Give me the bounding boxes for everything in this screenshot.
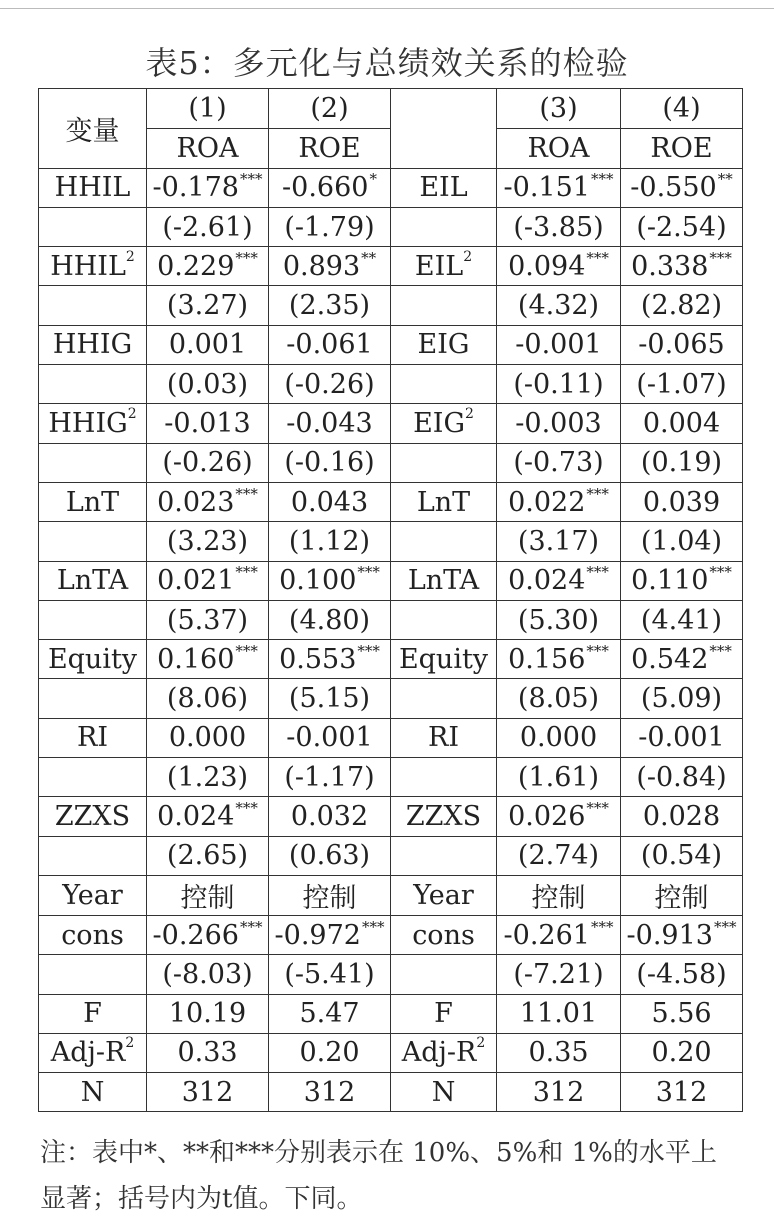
col-num-4: (4) bbox=[621, 89, 743, 129]
left-variable-label bbox=[39, 875, 147, 915]
coef-value: 0.024 bbox=[157, 800, 235, 832]
coef-value: 5.56 bbox=[651, 998, 712, 1030]
coef-value: 312 bbox=[655, 1076, 708, 1108]
significance-stars: *** bbox=[235, 563, 258, 582]
coef-value: 0.094 bbox=[508, 250, 586, 282]
significance-stars: *** bbox=[590, 917, 614, 936]
table-title: 表5：多元化与总绩效关系的检验 bbox=[145, 44, 629, 82]
coef-value: 控制 bbox=[180, 882, 235, 914]
coef-cell bbox=[147, 168, 269, 207]
right-variable-label bbox=[391, 168, 497, 207]
variable-name: HHIG bbox=[52, 329, 133, 361]
coef-row bbox=[39, 875, 743, 915]
t-stat-cell: (0.54) bbox=[621, 836, 743, 875]
coef-cell bbox=[497, 1073, 621, 1112]
coef-cell bbox=[621, 994, 743, 1033]
variable-name: RI bbox=[428, 722, 459, 754]
superscript-power: 2 bbox=[465, 406, 474, 423]
empty-label-cell bbox=[391, 758, 497, 797]
coef-row bbox=[39, 718, 743, 757]
coef-value: 0.20 bbox=[651, 1037, 712, 1069]
variable-name: EIL bbox=[419, 172, 468, 204]
coef-cell bbox=[497, 994, 621, 1033]
coef-cell bbox=[269, 561, 391, 600]
superscript-power: 2 bbox=[127, 406, 137, 423]
right-variable-label bbox=[391, 640, 497, 679]
t-stat-row bbox=[39, 758, 743, 797]
t-stat-cell: (0.19) bbox=[621, 443, 743, 482]
coef-value: 0.100 bbox=[279, 565, 357, 597]
coef-value: 0.026 bbox=[508, 800, 586, 832]
right-variable-label bbox=[391, 482, 497, 521]
empty-label-cell bbox=[39, 522, 147, 561]
coef-value: 0.022 bbox=[508, 486, 586, 518]
left-variable-label bbox=[39, 247, 147, 286]
top-divider bbox=[0, 8, 774, 9]
coef-row bbox=[39, 915, 743, 954]
empty-label-cell bbox=[39, 207, 147, 246]
coef-value: 0.20 bbox=[299, 1037, 360, 1069]
coef-cell bbox=[147, 1033, 269, 1072]
t-stat-cell: (0.03) bbox=[147, 365, 269, 404]
coef-value: -0.178 bbox=[152, 172, 239, 204]
t-stat-cell: (4.41) bbox=[621, 600, 743, 639]
coef-value: 11.01 bbox=[519, 998, 598, 1030]
empty-label-cell bbox=[39, 679, 147, 718]
coef-cell bbox=[147, 561, 269, 600]
coef-value: -0.001 bbox=[286, 722, 373, 754]
coef-cell bbox=[269, 1073, 391, 1112]
coef-cell bbox=[147, 718, 269, 757]
significance-stars: *** bbox=[357, 563, 380, 582]
coef-row bbox=[39, 247, 743, 286]
right-variable-label bbox=[391, 718, 497, 757]
coef-cell bbox=[621, 1033, 743, 1072]
significance-stars: *** bbox=[709, 641, 732, 660]
superscript-power: 2 bbox=[476, 1035, 486, 1052]
col-var-3: ROA bbox=[497, 128, 621, 168]
coef-cell bbox=[497, 718, 621, 757]
table-note: 注：表中*、**和***分别表示在 10%、5%和 1%的水平上显著；括号内为t值。下同。 bbox=[40, 1138, 717, 1214]
coef-value: 0.028 bbox=[642, 800, 721, 832]
t-stat-cell: (4.32) bbox=[497, 286, 621, 325]
right-variable-label bbox=[391, 1033, 497, 1072]
right-variable-label bbox=[391, 1073, 497, 1112]
empty-label-cell bbox=[391, 365, 497, 404]
t-stat-cell: (-3.85) bbox=[497, 207, 621, 246]
t-stat-cell: (-1.79) bbox=[269, 207, 391, 246]
coef-value: 0.032 bbox=[290, 800, 369, 832]
right-variable-label bbox=[391, 915, 497, 954]
coef-value: 0.893 bbox=[282, 250, 361, 282]
coef-cell bbox=[269, 247, 391, 286]
significance-stars: *** bbox=[235, 641, 258, 660]
significance-stars: *** bbox=[586, 563, 609, 582]
t-stat-cell: (-4.58) bbox=[621, 955, 743, 994]
variable-name: ZZXS bbox=[54, 800, 131, 832]
coef-cell bbox=[147, 797, 269, 836]
t-stat-cell: (-0.26) bbox=[147, 443, 269, 482]
empty-label-cell bbox=[39, 443, 147, 482]
left-variable-label bbox=[39, 325, 147, 364]
variable-name: HHIL bbox=[50, 250, 126, 282]
t-stat-row bbox=[39, 207, 743, 246]
variable-name: EIG bbox=[417, 329, 470, 361]
coef-value: 312 bbox=[532, 1076, 585, 1108]
left-variable-label bbox=[39, 718, 147, 757]
t-stat-row bbox=[39, 955, 743, 994]
coef-cell bbox=[269, 404, 391, 443]
empty-label-cell bbox=[391, 836, 497, 875]
superscript-power: 2 bbox=[125, 248, 135, 265]
coef-cell bbox=[497, 915, 621, 954]
coef-value: -0.001 bbox=[515, 329, 602, 361]
coef-row bbox=[39, 168, 743, 207]
coef-cell bbox=[269, 1033, 391, 1072]
coef-cell bbox=[621, 640, 743, 679]
variable-name: LnT bbox=[416, 486, 471, 518]
coef-cell bbox=[269, 640, 391, 679]
right-variable-label bbox=[391, 797, 497, 836]
coef-cell bbox=[269, 797, 391, 836]
t-stat-cell: (-0.11) bbox=[497, 365, 621, 404]
significance-stars: *** bbox=[586, 798, 609, 817]
variable-name: Equity bbox=[398, 643, 489, 675]
significance-stars: ** bbox=[361, 248, 377, 267]
coef-value: 0.33 bbox=[177, 1037, 238, 1069]
significance-stars: *** bbox=[709, 563, 732, 582]
coef-cell bbox=[269, 875, 391, 915]
left-variable-label bbox=[39, 482, 147, 521]
col-var-1: ROA bbox=[147, 128, 269, 168]
t-stat-cell: (5.15) bbox=[269, 679, 391, 718]
variable-name: Year bbox=[62, 879, 123, 911]
t-stat-cell: (-1.07) bbox=[621, 365, 743, 404]
empty-label-cell bbox=[391, 207, 497, 246]
t-stat-row bbox=[39, 443, 743, 482]
coef-value: 0.001 bbox=[168, 329, 247, 361]
variable-name: EIG bbox=[413, 408, 466, 440]
empty-label-cell bbox=[391, 600, 497, 639]
coef-value: 0.156 bbox=[508, 643, 586, 675]
variable-name: F bbox=[434, 998, 453, 1030]
significance-stars: * bbox=[369, 170, 377, 189]
empty-label-cell bbox=[39, 600, 147, 639]
coef-cell bbox=[621, 718, 743, 757]
t-stat-cell: (-7.21) bbox=[497, 955, 621, 994]
empty-label-cell bbox=[39, 286, 147, 325]
variable-name: cons bbox=[412, 919, 475, 951]
variable-name: N bbox=[431, 1076, 456, 1108]
empty-label-cell bbox=[39, 955, 147, 994]
coef-value: -0.266 bbox=[152, 919, 239, 951]
empty-label-cell bbox=[39, 836, 147, 875]
significance-stars: *** bbox=[361, 917, 385, 936]
left-variable-label bbox=[39, 994, 147, 1033]
variable-name: EIL bbox=[414, 250, 464, 282]
coef-cell bbox=[621, 875, 743, 915]
coef-cell bbox=[147, 875, 269, 915]
coef-cell bbox=[621, 1073, 743, 1112]
variable-name: Year bbox=[413, 879, 474, 911]
empty-label-cell bbox=[391, 286, 497, 325]
coef-value: -0.001 bbox=[638, 722, 725, 754]
right-variable-label bbox=[391, 247, 497, 286]
significance-stars: *** bbox=[590, 170, 614, 189]
t-stat-cell: (1.61) bbox=[497, 758, 621, 797]
t-stat-row bbox=[39, 600, 743, 639]
t-stat-row bbox=[39, 286, 743, 325]
col-num-3: (3) bbox=[497, 89, 621, 129]
coef-cell bbox=[621, 915, 743, 954]
right-variable-label bbox=[391, 994, 497, 1033]
coef-cell bbox=[497, 482, 621, 521]
col-var-4: ROE bbox=[621, 128, 743, 168]
variable-name: cons bbox=[61, 919, 124, 951]
coef-cell bbox=[497, 640, 621, 679]
coef-cell bbox=[621, 797, 743, 836]
coef-cell bbox=[621, 247, 743, 286]
coef-row bbox=[39, 640, 743, 679]
coef-value: 控制 bbox=[302, 882, 357, 914]
t-stat-cell: (5.09) bbox=[621, 679, 743, 718]
coef-row bbox=[39, 1033, 743, 1072]
t-stat-row bbox=[39, 522, 743, 561]
coef-cell bbox=[621, 325, 743, 364]
t-stat-cell: (1.12) bbox=[269, 522, 391, 561]
variable-name: N bbox=[80, 1076, 105, 1108]
coef-cell bbox=[497, 168, 621, 207]
t-stat-cell: (-0.73) bbox=[497, 443, 621, 482]
empty-label-cell bbox=[39, 365, 147, 404]
coef-cell bbox=[497, 875, 621, 915]
coef-cell bbox=[147, 325, 269, 364]
empty-label-cell bbox=[391, 955, 497, 994]
coef-row bbox=[39, 1073, 743, 1112]
coef-row bbox=[39, 994, 743, 1033]
coef-value: -0.972 bbox=[274, 919, 361, 951]
variable-name: Adj-R bbox=[401, 1037, 477, 1069]
coef-value: 0.039 bbox=[642, 486, 721, 518]
coef-row bbox=[39, 404, 743, 443]
coef-row bbox=[39, 561, 743, 600]
t-stat-cell: (-8.03) bbox=[147, 955, 269, 994]
t-stat-cell: (2.65) bbox=[147, 836, 269, 875]
coef-cell bbox=[497, 325, 621, 364]
t-stat-cell: (5.37) bbox=[147, 600, 269, 639]
empty-label-cell bbox=[391, 443, 497, 482]
coef-value: -0.043 bbox=[286, 408, 373, 440]
coef-cell bbox=[497, 797, 621, 836]
coef-cell bbox=[147, 915, 269, 954]
right-variable-label bbox=[391, 404, 497, 443]
significance-stars: *** bbox=[239, 917, 263, 936]
coef-value: -0.913 bbox=[626, 919, 713, 951]
t-stat-cell: (0.63) bbox=[269, 836, 391, 875]
header-blank-cell bbox=[391, 89, 497, 169]
significance-stars: *** bbox=[586, 641, 609, 660]
coef-value: -0.261 bbox=[503, 919, 590, 951]
t-stat-cell: (-0.84) bbox=[621, 758, 743, 797]
t-stat-cell: (-1.17) bbox=[269, 758, 391, 797]
right-variable-label bbox=[391, 561, 497, 600]
t-stat-row bbox=[39, 836, 743, 875]
t-stat-cell: (-0.26) bbox=[269, 365, 391, 404]
superscript-power: 2 bbox=[463, 248, 473, 265]
variable-name: LnTA bbox=[56, 565, 129, 597]
coef-cell bbox=[497, 247, 621, 286]
left-variable-label bbox=[39, 561, 147, 600]
coef-value: 0.110 bbox=[631, 565, 709, 597]
coef-cell bbox=[497, 561, 621, 600]
coef-value: -0.003 bbox=[515, 408, 602, 440]
coef-cell bbox=[269, 325, 391, 364]
left-variable-label bbox=[39, 797, 147, 836]
coef-cell bbox=[621, 168, 743, 207]
empty-label-cell bbox=[391, 522, 497, 561]
significance-stars: *** bbox=[586, 484, 609, 503]
coef-value: 0.023 bbox=[157, 486, 235, 518]
coef-value: 0.043 bbox=[290, 486, 369, 518]
left-variable-label bbox=[39, 404, 147, 443]
coef-cell bbox=[269, 994, 391, 1033]
coef-value: 0.021 bbox=[157, 565, 235, 597]
t-stat-row bbox=[39, 679, 743, 718]
col-num-2: (2) bbox=[269, 89, 391, 129]
left-variable-label bbox=[39, 915, 147, 954]
coef-cell bbox=[269, 915, 391, 954]
superscript-power: 2 bbox=[125, 1035, 135, 1052]
significance-stars: *** bbox=[357, 641, 380, 660]
coef-cell bbox=[497, 1033, 621, 1072]
variable-name: ZZXS bbox=[405, 800, 482, 832]
coef-cell bbox=[621, 561, 743, 600]
coef-row bbox=[39, 797, 743, 836]
coef-value: 0.000 bbox=[519, 722, 598, 754]
coef-value: -0.013 bbox=[164, 408, 251, 440]
coef-cell bbox=[147, 994, 269, 1033]
right-variable-label bbox=[391, 325, 497, 364]
col-num-1: (1) bbox=[147, 89, 269, 129]
coef-value: -0.065 bbox=[638, 329, 725, 361]
variable-name: RI bbox=[77, 722, 108, 754]
t-stat-cell: (3.17) bbox=[497, 522, 621, 561]
coef-value: 312 bbox=[303, 1076, 356, 1108]
coef-cell bbox=[147, 404, 269, 443]
coef-value: -0.550 bbox=[630, 172, 717, 204]
right-variable-label bbox=[391, 875, 497, 915]
coef-value: 0.004 bbox=[642, 408, 721, 440]
significance-stars: *** bbox=[239, 170, 263, 189]
coef-cell bbox=[621, 482, 743, 521]
coef-value: 10.19 bbox=[168, 998, 247, 1030]
empty-label-cell bbox=[39, 758, 147, 797]
significance-stars: *** bbox=[709, 248, 732, 267]
t-stat-cell: (3.27) bbox=[147, 286, 269, 325]
coef-cell bbox=[147, 1073, 269, 1112]
coef-value: 5.47 bbox=[299, 998, 360, 1030]
t-stat-cell: (2.35) bbox=[269, 286, 391, 325]
left-variable-label bbox=[39, 640, 147, 679]
significance-stars: *** bbox=[235, 484, 258, 503]
t-stat-cell: (1.04) bbox=[621, 522, 743, 561]
coef-row bbox=[39, 325, 743, 364]
coef-cell bbox=[269, 718, 391, 757]
t-stat-cell: (-2.54) bbox=[621, 207, 743, 246]
coef-cell bbox=[147, 247, 269, 286]
regression-table bbox=[38, 88, 743, 1112]
coef-cell bbox=[147, 482, 269, 521]
t-stat-cell: (-2.61) bbox=[147, 207, 269, 246]
t-stat-cell: (5.30) bbox=[497, 600, 621, 639]
t-stat-cell: (4.80) bbox=[269, 600, 391, 639]
t-stat-cell: (-5.41) bbox=[269, 955, 391, 994]
coef-cell bbox=[269, 482, 391, 521]
significance-stars: *** bbox=[235, 798, 258, 817]
variable-header: 变量 bbox=[39, 89, 147, 169]
t-stat-cell: (3.23) bbox=[147, 522, 269, 561]
significance-stars: ** bbox=[717, 170, 733, 189]
left-variable-label bbox=[39, 1073, 147, 1112]
coef-value: 0.024 bbox=[508, 565, 586, 597]
t-stat-cell: (2.82) bbox=[621, 286, 743, 325]
coef-value: 312 bbox=[181, 1076, 234, 1108]
coef-value: -0.660 bbox=[282, 172, 369, 204]
coef-value: 0.542 bbox=[631, 643, 709, 675]
left-variable-label bbox=[39, 168, 147, 207]
t-stat-cell: (8.06) bbox=[147, 679, 269, 718]
t-stat-cell: (1.23) bbox=[147, 758, 269, 797]
variable-name: LnTA bbox=[407, 565, 480, 597]
significance-stars: *** bbox=[713, 917, 737, 936]
header-row-numbers bbox=[39, 89, 743, 129]
coef-cell bbox=[621, 404, 743, 443]
coef-value: 0.35 bbox=[528, 1037, 589, 1069]
coef-value: -0.061 bbox=[286, 329, 373, 361]
coef-value: 0.229 bbox=[157, 250, 235, 282]
coef-value: 0.000 bbox=[168, 722, 247, 754]
coef-cell bbox=[147, 640, 269, 679]
variable-name: HHIG bbox=[48, 408, 128, 440]
t-stat-cell: (2.74) bbox=[497, 836, 621, 875]
variable-name: HHIL bbox=[54, 172, 131, 204]
left-variable-label bbox=[39, 1033, 147, 1072]
t-stat-row bbox=[39, 365, 743, 404]
t-stat-cell: (8.05) bbox=[497, 679, 621, 718]
coef-row bbox=[39, 482, 743, 521]
coef-value: 0.553 bbox=[279, 643, 357, 675]
empty-label-cell bbox=[391, 679, 497, 718]
variable-name: LnT bbox=[65, 486, 120, 518]
coef-value: 控制 bbox=[654, 882, 709, 914]
coef-cell bbox=[269, 168, 391, 207]
significance-stars: *** bbox=[235, 248, 258, 267]
variable-name: F bbox=[83, 998, 102, 1030]
coef-value: 0.338 bbox=[631, 250, 709, 282]
coef-value: 控制 bbox=[531, 882, 586, 914]
variable-name: Equity bbox=[47, 643, 138, 675]
col-var-2: ROE bbox=[269, 128, 391, 168]
coef-cell bbox=[497, 404, 621, 443]
t-stat-cell: (-0.16) bbox=[269, 443, 391, 482]
coef-value: 0.160 bbox=[157, 643, 235, 675]
significance-stars: *** bbox=[586, 248, 609, 267]
coef-value: -0.151 bbox=[503, 172, 590, 204]
variable-name: Adj-R bbox=[50, 1037, 126, 1069]
